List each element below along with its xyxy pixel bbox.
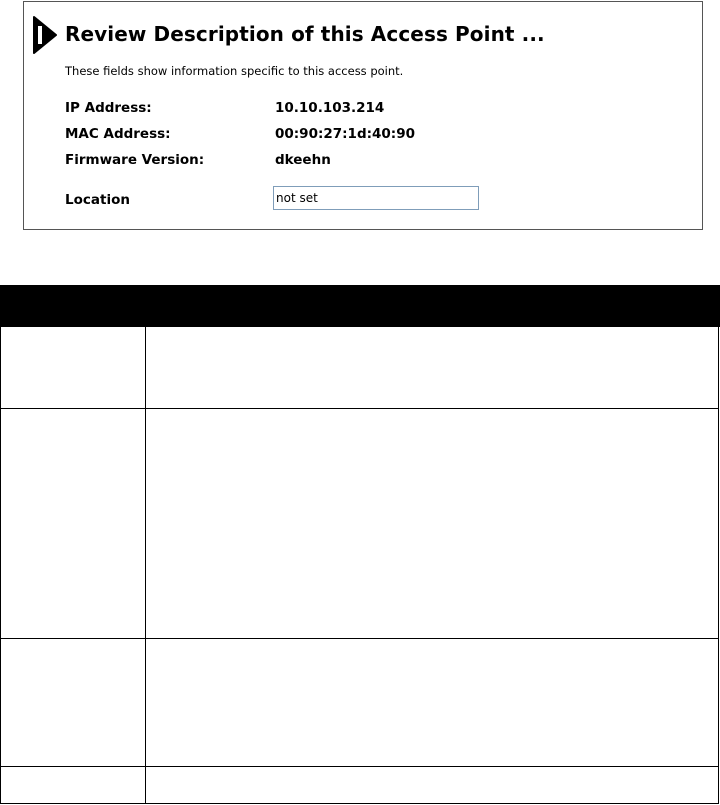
panel-subtitle: These fields show information specific to this access point. <box>65 64 404 78</box>
mac-address-value: 00:90:27:1d:40:90 <box>275 126 415 142</box>
mac-address-label: MAC Address: <box>65 126 171 142</box>
table-row-divider <box>1 766 718 767</box>
table-body <box>0 327 719 804</box>
table-header <box>0 285 720 327</box>
table-row-divider <box>1 408 718 409</box>
panel-title: Review Description of this Access Point ... <box>65 22 545 46</box>
ip-address-value: 10.10.103.214 <box>275 100 385 116</box>
access-point-description-panel <box>23 1 703 230</box>
table-row-divider <box>1 638 718 639</box>
table-column-divider <box>145 327 146 803</box>
description-table <box>0 285 720 805</box>
firmware-version-value: dkeehn <box>275 152 331 168</box>
location-input[interactable] <box>273 186 479 210</box>
firmware-version-label: Firmware Version: <box>65 152 205 168</box>
play-arrow-icon <box>32 16 58 54</box>
ip-address-label: IP Address: <box>65 100 152 116</box>
location-label: Location <box>65 192 130 208</box>
